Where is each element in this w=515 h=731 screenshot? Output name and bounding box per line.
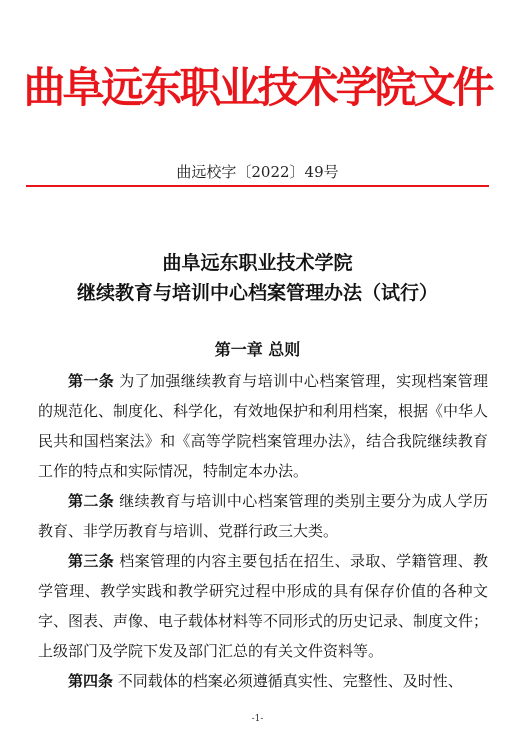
page-number: -1-: [251, 714, 264, 724]
article-label: 第四条: [68, 672, 114, 690]
article-text: 档案管理的内容主要包括在招生、录取、学籍管理、教学管理、教学实践和教学研究过程中形成的具有保存价值的各种文字、图表、声像、电子载体材料等不同形式的历史记录、制度文件；上级部门及学院下发及部门汇总的有关文件资料等。: [38, 552, 489, 660]
article-text: 不同载体的档案必须遵循真实性、完整性、及时性、: [113, 672, 463, 690]
article-label: 第二条: [68, 492, 115, 510]
document-number: 曲远校字〔2022〕49号: [176, 163, 339, 181]
document-title-line2: 继续教育与培训中心档案管理办法（试行）: [76, 282, 438, 304]
chapter-title: 第一章 总则: [214, 340, 301, 359]
header-divider: [26, 185, 489, 187]
article-3: [38, 546, 488, 666]
article-label: 第三条: [68, 552, 115, 570]
article-4: [38, 666, 488, 696]
article-label: 第一条: [68, 372, 115, 390]
document-title-line1: 曲阜远东职业技术学院: [162, 252, 353, 274]
article-1: [38, 366, 488, 486]
document-body: [38, 366, 488, 696]
article-2: [38, 486, 488, 546]
article-text: 继续教育与培训中心档案管理的类别主要分为成人学历教育、非学历教育与培训、党群行政三大类。: [38, 492, 488, 540]
document-header-title: 曲阜远东职业技术学院文件: [23, 63, 492, 112]
article-text: 为了加强继续教育与培训中心档案管理，实现档案管理的规范化、制度化、科学化，有效地保护和利用档案，根据《中华人民共和国档案法》和《高等学院档案管理办法》，结合我院继续教育工作的特点和实际情况，特制定本办法。: [38, 372, 489, 480]
